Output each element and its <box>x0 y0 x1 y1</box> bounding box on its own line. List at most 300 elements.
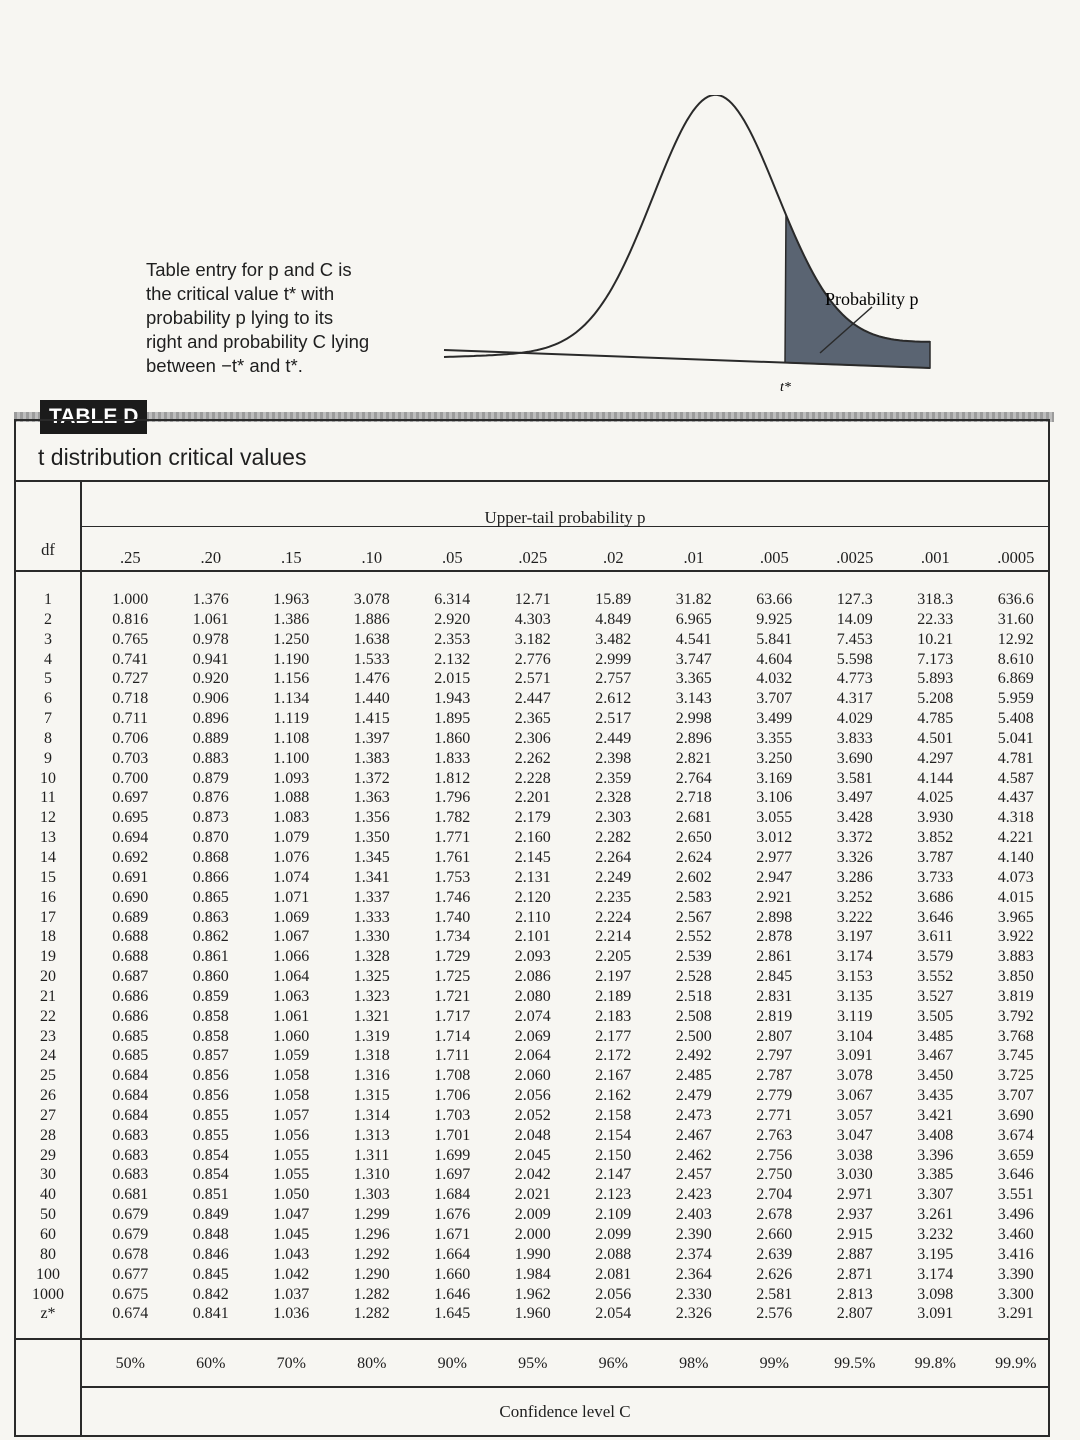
critical-value-cell: 3.922 <box>997 928 1034 946</box>
critical-value-cell: 3.819 <box>997 987 1034 1005</box>
description-line: the critical value t* with <box>146 283 335 304</box>
critical-value-cell: 0.863 <box>192 908 229 926</box>
critical-value-cell: 0.686 <box>112 1007 149 1025</box>
critical-value-cell: 1.962 <box>514 1285 551 1303</box>
critical-value-cell: 0.711 <box>112 710 148 728</box>
critical-value-cell: 1.043 <box>273 1245 310 1263</box>
critical-value-cell: 3.745 <box>997 1047 1034 1065</box>
critical-value-cell: 2.756 <box>756 1146 793 1164</box>
critical-value-cell: 1.069 <box>273 908 310 926</box>
critical-value-cell: 1.397 <box>353 729 390 747</box>
critical-value-cell: 1.296 <box>353 1226 390 1243</box>
critical-value-cell: 3.390 <box>997 1265 1034 1283</box>
critical-value-cell: 0.700 <box>112 769 149 787</box>
critical-value-cell: 2.054 <box>595 1305 632 1323</box>
critical-value-cell: 2.120 <box>514 888 551 906</box>
critical-value-cell: 3.396 <box>917 1146 954 1164</box>
critical-value-cell: 3.385 <box>917 1166 954 1184</box>
critical-value-cell: 0.816 <box>112 610 149 628</box>
table-subtitle: t distribution critical values <box>38 444 307 470</box>
critical-value-cell: 4.025 <box>917 789 954 807</box>
critical-value-cell: 3.106 <box>756 789 793 807</box>
upper-tail-probability-header: Upper-tail probability p <box>484 508 646 527</box>
critical-value-cell: 1.321 <box>353 1007 390 1025</box>
critical-value-cell: 2.365 <box>514 710 551 728</box>
critical-value-cell: 1.708 <box>434 1067 471 1085</box>
rule-df-divider <box>80 480 82 1437</box>
critical-value-cell: 1.100 <box>273 749 310 767</box>
critical-value-cell: 3.646 <box>917 908 954 926</box>
critical-value-cell: 5.959 <box>997 690 1034 708</box>
description-line: between −t* and t*. <box>146 355 303 376</box>
critical-value-cell: 127.3 <box>836 591 873 608</box>
critical-value-cell: 1.299 <box>353 1206 390 1224</box>
critical-value-cell: 1.311 <box>354 1146 390 1164</box>
critical-value-cell: 0.849 <box>192 1206 229 1224</box>
critical-value-cell: 3.169 <box>756 769 793 787</box>
critical-value-cell: 0.906 <box>192 690 229 708</box>
critical-value-cell: 0.856 <box>192 1087 229 1105</box>
critical-value-cell: 12.71 <box>514 591 551 608</box>
critical-value-cell: 0.688 <box>112 948 149 966</box>
df-value: 23 <box>40 1027 56 1045</box>
critical-value-cell: 1.714 <box>434 1027 471 1045</box>
critical-value-cell: 0.860 <box>192 968 229 986</box>
critical-value-cell: 2.224 <box>595 908 632 926</box>
critical-value-cell: 1.318 <box>353 1047 390 1065</box>
critical-value-cell: 3.055 <box>756 809 793 827</box>
critical-value-cell: 0.691 <box>112 868 149 886</box>
critical-value-cell: 1.047 <box>273 1206 310 1224</box>
critical-value-cell: 3.690 <box>836 749 873 767</box>
df-value: 10 <box>40 769 56 787</box>
critical-value-cell: 2.821 <box>675 749 712 767</box>
critical-value-cell: 2.999 <box>595 650 632 668</box>
critical-value-cell: 0.679 <box>112 1206 149 1224</box>
critical-value-cell: 2.330 <box>675 1285 712 1303</box>
df-value: 20 <box>40 968 56 986</box>
critical-value-cell: 2.845 <box>756 968 793 986</box>
critical-value-cell: 1.886 <box>353 610 390 628</box>
df-value: 16 <box>40 888 56 906</box>
critical-value-cell: 2.517 <box>595 710 632 728</box>
critical-value-cell: 3.174 <box>836 948 873 966</box>
critical-value-cell: 2.131 <box>514 868 551 886</box>
critical-value-cell: 2.971 <box>836 1186 873 1204</box>
critical-value-cell: 2.282 <box>595 829 632 847</box>
critical-value-cell: 1.734 <box>434 928 471 946</box>
critical-value-cell: 3.674 <box>997 1126 1034 1144</box>
critical-value-column <box>493 590 574 1324</box>
critical-value-cell: 4.781 <box>997 749 1034 767</box>
critical-value-column <box>654 590 735 1324</box>
critical-value-cell: 2.776 <box>514 650 551 668</box>
critical-value-cell: 2.081 <box>595 1265 632 1283</box>
critical-value-cell: 3.252 <box>836 888 873 906</box>
critical-value-cell: 0.854 <box>192 1166 229 1184</box>
critical-value-cell: 2.205 <box>595 948 632 966</box>
df-value: 28 <box>40 1126 56 1144</box>
critical-value-cell: 1.330 <box>353 928 390 946</box>
critical-value-cell: 3.067 <box>836 1087 873 1105</box>
critical-value-cell: 2.779 <box>756 1087 793 1105</box>
critical-value-cell: 0.851 <box>192 1186 229 1204</box>
probability-column-header: .025 <box>518 548 548 567</box>
critical-value-cell: 15.89 <box>595 591 632 608</box>
critical-value-cell: 3.659 <box>997 1146 1034 1164</box>
critical-value-cell: 1.476 <box>353 670 390 688</box>
critical-value-cell: 2.576 <box>756 1305 793 1323</box>
critical-value-cell: 1.076 <box>273 848 310 866</box>
critical-value-cell: 0.686 <box>112 987 149 1005</box>
confidence-level-value: 95% <box>518 1355 548 1372</box>
critical-value-cell: 1.134 <box>273 690 310 708</box>
critical-value-cell: 2.147 <box>595 1166 632 1184</box>
df-value: 22 <box>40 1007 56 1025</box>
critical-value-cell: 6.314 <box>434 591 471 608</box>
df-value: 3 <box>44 630 52 648</box>
probability-column-header: .15 <box>280 548 302 567</box>
critical-value-cell: 2.764 <box>675 769 712 787</box>
critical-value-cell: 1.363 <box>353 789 390 807</box>
critical-value-column <box>815 590 896 1324</box>
critical-value-cell: 3.833 <box>836 729 873 747</box>
critical-value-cell: 2.262 <box>514 749 551 767</box>
critical-value-cell: 3.505 <box>917 1007 954 1025</box>
df-value: 30 <box>40 1166 56 1184</box>
critical-value-cell: 4.029 <box>836 710 873 728</box>
critical-value-cell: 2.235 <box>595 888 632 906</box>
critical-value-cell: 0.846 <box>192 1245 229 1263</box>
critical-value-cell: 1.066 <box>273 948 310 966</box>
critical-value-cell: 2.462 <box>675 1146 712 1164</box>
critical-value-cell: 2.678 <box>756 1206 793 1224</box>
critical-value-cell: 3.416 <box>997 1245 1034 1263</box>
confidence-level-value: 98% <box>679 1355 709 1372</box>
critical-value-cell: 2.045 <box>514 1146 551 1164</box>
critical-value-cell: 0.741 <box>112 650 149 668</box>
critical-value-cell: 2.359 <box>595 769 632 787</box>
critical-value-column <box>171 590 252 1324</box>
critical-value-cell: 2.807 <box>836 1305 873 1323</box>
critical-value-cell: 2.306 <box>514 729 551 747</box>
critical-value-cell: 0.865 <box>192 888 229 906</box>
critical-value-cell: 2.398 <box>595 749 632 767</box>
critical-value-cell: 3.291 <box>997 1305 1034 1323</box>
critical-value-cell: 7.453 <box>836 630 873 648</box>
critical-value-cell: 1.313 <box>353 1126 390 1144</box>
critical-value-cell: 0.679 <box>112 1226 149 1243</box>
critical-value-cell: 1.833 <box>434 749 471 767</box>
critical-value-cell: 1.812 <box>434 769 471 787</box>
critical-value-cell: 1.721 <box>434 987 471 1005</box>
critical-value-cell: 1.074 <box>273 868 310 886</box>
critical-value-cell: 3.261 <box>917 1206 954 1224</box>
critical-value-column <box>251 590 332 1324</box>
critical-value-cell: 2.920 <box>434 610 471 628</box>
critical-value-cell: 2.160 <box>514 829 551 847</box>
critical-value-cell: 2.099 <box>595 1226 632 1243</box>
critical-value-cell: 6.965 <box>675 610 712 628</box>
critical-value-cell: 4.501 <box>917 729 954 747</box>
df-value: 9 <box>44 749 52 767</box>
critical-value-cell: 3.197 <box>836 928 873 946</box>
critical-value-cell: 3.725 <box>997 1067 1034 1085</box>
critical-value-cell: 3.300 <box>997 1285 1034 1303</box>
confidence-level-value: 99.8% <box>914 1355 956 1372</box>
critical-value-column <box>976 590 1057 1324</box>
critical-value-cell: 0.845 <box>192 1265 229 1283</box>
critical-value-cell: 2.583 <box>675 888 712 906</box>
critical-value-cell: 1.796 <box>434 789 471 807</box>
critical-value-cell: 10.21 <box>917 630 954 648</box>
critical-value-cell: 5.208 <box>917 690 954 708</box>
critical-value-cell: 3.747 <box>675 650 712 668</box>
critical-value-cell: 1.984 <box>514 1265 551 1283</box>
critical-value-cell: 14.09 <box>836 610 873 628</box>
critical-value-cell: 2.189 <box>595 987 632 1005</box>
critical-value-cell: 3.787 <box>917 848 954 866</box>
critical-value-cell: 1.701 <box>434 1126 471 1144</box>
df-value: 26 <box>40 1087 56 1105</box>
critical-value-cell: 3.450 <box>917 1067 954 1085</box>
critical-value-cell: 1.943 <box>434 690 471 708</box>
critical-value-cell: 2.423 <box>675 1186 712 1204</box>
critical-value-cell: 22.33 <box>917 610 954 628</box>
probability-column-header: .02 <box>602 548 624 567</box>
critical-value-cell: 2.977 <box>756 848 793 866</box>
critical-value-cell: 0.883 <box>192 749 229 767</box>
critical-value-cell: 1.042 <box>273 1265 310 1283</box>
critical-value-cell: 4.015 <box>997 888 1034 906</box>
critical-value-cell: 0.727 <box>112 670 149 688</box>
probability-column-header: .0025 <box>836 548 874 567</box>
critical-value-cell: 5.598 <box>836 650 873 668</box>
critical-value-cell: 2.042 <box>514 1166 551 1184</box>
critical-value-cell: 3.707 <box>997 1087 1034 1105</box>
critical-value-cell: 1.058 <box>273 1067 310 1085</box>
critical-value-cell: 3.078 <box>353 591 390 608</box>
critical-value-cell: 1.717 <box>434 1007 471 1025</box>
critical-value-cell: 1.963 <box>273 591 310 608</box>
critical-value-cell: 2.479 <box>675 1087 712 1105</box>
df-value: 27 <box>40 1106 56 1124</box>
critical-value-cell: 3.552 <box>917 968 954 986</box>
df-header: df <box>41 540 55 559</box>
critical-value-cell: 1.645 <box>434 1305 471 1323</box>
critical-value-cell: 3.286 <box>836 868 873 886</box>
critical-value-cell: 3.232 <box>917 1226 954 1243</box>
critical-value-cell: 2.374 <box>675 1245 712 1263</box>
df-value: 40 <box>40 1186 56 1204</box>
table-description <box>146 258 416 378</box>
critical-value-cell: 1.415 <box>353 710 390 728</box>
confidence-level-value: 70% <box>276 1355 306 1372</box>
critical-value-cell: 1.056 <box>273 1126 310 1144</box>
probability-column-header: .05 <box>441 548 463 567</box>
critical-value-cell: 2.154 <box>595 1126 632 1144</box>
critical-value-cell: 0.677 <box>112 1265 149 1283</box>
critical-value-cell: 5.893 <box>917 670 954 688</box>
critical-value-cell: 1.050 <box>273 1186 310 1204</box>
critical-value-cell: 0.685 <box>112 1027 149 1045</box>
critical-value-column <box>90 590 171 1324</box>
critical-value-cell: 3.496 <box>997 1206 1034 1224</box>
critical-value-cell: 1.376 <box>192 591 229 608</box>
critical-value-cell: 1.063 <box>273 987 310 1005</box>
critical-value-cell: 2.947 <box>756 868 793 886</box>
critical-value-cell: 0.848 <box>192 1226 229 1243</box>
critical-value-cell: 2.660 <box>756 1226 793 1243</box>
critical-value-cell: 2.150 <box>595 1146 632 1164</box>
critical-value-cell: 1.372 <box>353 769 390 787</box>
df-value: 15 <box>40 868 56 886</box>
critical-value-cell: 3.038 <box>836 1146 873 1164</box>
critical-value-cell: 31.82 <box>675 591 712 608</box>
critical-value-cell: 3.467 <box>917 1047 954 1065</box>
critical-value-cell: 2.998 <box>675 710 712 728</box>
critical-value-cell: 1.386 <box>273 610 310 628</box>
critical-value-cell: 3.527 <box>917 987 954 1005</box>
df-value: 8 <box>44 729 52 747</box>
df-value: 14 <box>40 848 56 866</box>
critical-value-cell: 0.870 <box>192 829 229 847</box>
critical-value-cell: 2.771 <box>756 1106 793 1124</box>
critical-value-cell: 6.869 <box>997 670 1034 688</box>
critical-value-cell: 3.365 <box>675 670 712 688</box>
critical-value-cell: 1.638 <box>353 630 390 648</box>
critical-value-cell: 1.282 <box>353 1285 390 1303</box>
critical-value-cell: 3.047 <box>836 1126 873 1144</box>
critical-value-cell: 3.355 <box>756 729 793 747</box>
critical-value-cell: 2.518 <box>675 987 712 1005</box>
description-line: Table entry for p and C is <box>146 259 352 280</box>
critical-value-cell: 3.965 <box>997 908 1034 926</box>
critical-value-cell: 2.921 <box>756 888 793 906</box>
critical-value-cell: 2.602 <box>675 868 712 886</box>
critical-value-cell: 1.292 <box>353 1245 390 1263</box>
critical-value-cell: 1.356 <box>353 809 390 827</box>
critical-value-cell: 0.706 <box>112 729 149 747</box>
df-value: 11 <box>40 789 56 807</box>
critical-value-cell: 1.088 <box>273 789 310 807</box>
critical-value-cell: 0.862 <box>192 928 229 946</box>
critical-value-cell: 0.690 <box>112 888 149 906</box>
critical-value-cell: 1.061 <box>192 610 229 628</box>
probability-column-header: .10 <box>361 548 383 567</box>
confidence-level-value: 99.5% <box>834 1355 876 1372</box>
critical-value-cell: 0.868 <box>192 848 229 866</box>
critical-value-cell: 1.753 <box>434 868 471 886</box>
critical-value-cell: 1.156 <box>273 670 310 688</box>
df-value: 6 <box>44 690 52 708</box>
critical-value-cell: 4.032 <box>756 670 793 688</box>
critical-value-cell: 2.364 <box>675 1265 712 1283</box>
probability-p-label: Probability p <box>825 289 919 309</box>
critical-value-cell: 2.000 <box>514 1226 551 1243</box>
probability-column-header: .001 <box>920 548 950 567</box>
critical-value-cell: 2.704 <box>756 1186 793 1204</box>
critical-value-cell: 2.264 <box>595 848 632 866</box>
critical-value-cell: 3.686 <box>917 888 954 906</box>
critical-value-cell: 0.841 <box>192 1305 229 1323</box>
critical-value-cell: 1.290 <box>353 1265 390 1283</box>
critical-value-cell: 2.074 <box>514 1007 551 1025</box>
critical-value-cell: 0.858 <box>192 1027 229 1045</box>
critical-value-cell: 2.650 <box>675 829 712 847</box>
critical-value-cell: 1.108 <box>273 729 310 747</box>
critical-value-cell: 1.383 <box>353 749 390 767</box>
df-value: 1 <box>44 591 52 608</box>
critical-value-cell: 1.093 <box>273 769 310 787</box>
critical-value-cell: 8.610 <box>997 650 1034 668</box>
critical-value-cell: 4.297 <box>917 749 954 767</box>
critical-value-cell: 2.158 <box>595 1106 632 1124</box>
rule-below-column-heads <box>14 570 1050 572</box>
critical-value-cell: 2.177 <box>595 1027 632 1045</box>
critical-value-cell: 4.318 <box>997 809 1034 827</box>
critical-value-cell: 0.674 <box>112 1305 149 1323</box>
critical-value-cell: 0.859 <box>192 987 229 1005</box>
critical-value-cell: 4.073 <box>997 868 1034 886</box>
t-distribution-curve-figure <box>430 95 950 405</box>
critical-value-cell: 1.036 <box>273 1305 310 1323</box>
critical-value-cell: 1.697 <box>434 1166 471 1184</box>
critical-value-cell: 0.896 <box>192 710 229 728</box>
critical-value-cell: 2.009 <box>514 1206 551 1224</box>
critical-value-cell: 0.866 <box>192 868 229 886</box>
critical-value-cell: 3.153 <box>836 968 873 986</box>
critical-value-cell: 0.854 <box>192 1146 229 1164</box>
critical-value-cell: 1.740 <box>434 908 471 926</box>
df-value: 19 <box>40 948 56 966</box>
critical-value-cell: 2.552 <box>675 928 712 946</box>
critical-value-cell: 0.683 <box>112 1126 149 1144</box>
critical-value-cell: 1.746 <box>434 888 471 906</box>
critical-value-cell: 3.883 <box>997 948 1034 966</box>
critical-value-cell: 1.699 <box>434 1146 471 1164</box>
critical-value-cell: 2.763 <box>756 1126 793 1144</box>
critical-value-cell: 0.876 <box>192 789 229 807</box>
critical-value-cell: 9.925 <box>756 610 793 628</box>
confidence-level-header: Confidence level C <box>499 1402 631 1421</box>
critical-value-cell: 2.807 <box>756 1027 793 1045</box>
critical-value-cell: 2.048 <box>514 1126 551 1144</box>
critical-value-cell: 1.067 <box>273 928 310 946</box>
critical-value-cell: 2.831 <box>756 987 793 1005</box>
critical-value-cell: 2.449 <box>595 729 632 747</box>
critical-value-cell: 2.467 <box>675 1126 712 1144</box>
df-column <box>18 590 78 1324</box>
critical-value-cell: 4.785 <box>917 710 954 728</box>
critical-value-cell: 1.064 <box>273 968 310 986</box>
critical-value-cell: 2.896 <box>675 729 712 747</box>
confidence-level-value: 96% <box>598 1355 628 1372</box>
critical-value-cell: 2.101 <box>514 928 551 946</box>
critical-value-cell: 3.326 <box>836 848 873 866</box>
critical-value-cell: 3.428 <box>836 809 873 827</box>
critical-value-cell: 1.059 <box>273 1047 310 1065</box>
critical-value-cell: 3.372 <box>836 829 873 847</box>
critical-value-cell: 4.144 <box>917 769 954 787</box>
critical-value-cell: 2.214 <box>595 928 632 946</box>
critical-value-cell: 2.878 <box>756 928 793 946</box>
critical-value-cell: 0.681 <box>112 1186 149 1204</box>
critical-value-cell: 3.098 <box>917 1285 954 1303</box>
critical-value-cell: 2.571 <box>514 670 551 688</box>
critical-value-cell: 1.325 <box>353 968 390 986</box>
critical-value-cell: 3.850 <box>997 968 1034 986</box>
